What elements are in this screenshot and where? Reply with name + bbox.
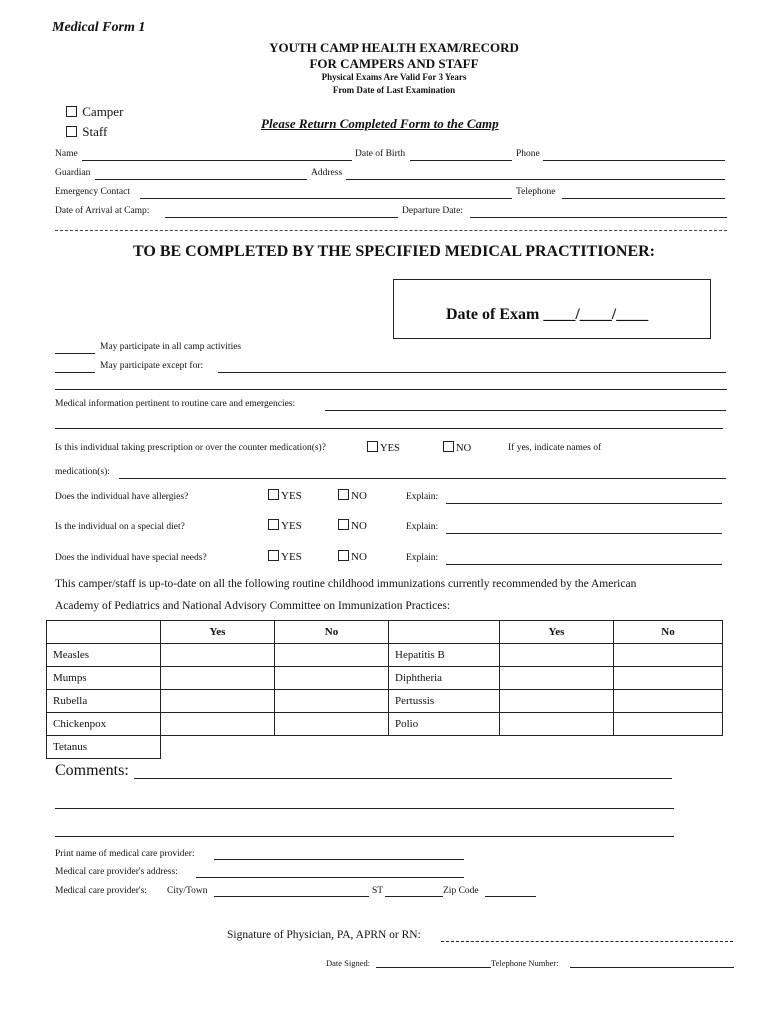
medication-no-option[interactable] (443, 441, 471, 454)
vaccine-no-cell[interactable] (614, 667, 723, 690)
vaccine-yes-cell[interactable] (161, 667, 275, 690)
participate-all-label: May participate in all camp activities (100, 342, 242, 352)
vaccine-no-cell[interactable] (614, 736, 723, 759)
special-needs-no-option[interactable] (338, 550, 367, 563)
vaccine-name: Hepatitis B (389, 644, 500, 667)
allergies-no-option[interactable] (338, 489, 367, 502)
staff-checkbox[interactable] (66, 126, 77, 137)
participate-except-blank[interactable] (55, 372, 95, 373)
table-row (47, 713, 723, 736)
diet-explain-label: Explain: (406, 522, 439, 532)
medical-info-label: Medical information pertinent to routine care and emergencies: (55, 399, 296, 409)
telephone-field[interactable] (562, 198, 725, 199)
special-needs-no-checkbox[interactable] (338, 550, 349, 561)
header-no-right: No (614, 621, 723, 644)
special-needs-explain-label: Explain: (406, 553, 439, 563)
phone-field[interactable] (543, 160, 725, 161)
vaccine-name: Measles (47, 644, 161, 667)
provider-state-field[interactable] (385, 896, 443, 897)
vaccine-name: Tetanus (47, 736, 161, 759)
header-blank-left (47, 621, 161, 644)
date-signed-label: Date Signed: (326, 958, 371, 968)
vaccine-name: Chickenpox (47, 713, 161, 736)
telephone-label: Telephone (516, 187, 556, 197)
departure-date-label: Departure Date: (402, 206, 463, 216)
emergency-contact-label: Emergency Contact (55, 187, 131, 197)
allergies-no-label: NO (351, 490, 367, 502)
signature-label: Signature of Physician, PA, APRN or RN: (227, 929, 421, 941)
participate-all-blank[interactable] (55, 353, 95, 354)
return-note: Please Return Completed Form to the Camp (261, 116, 499, 131)
camper-checkbox[interactable] (66, 106, 77, 117)
validity-note-line2: From Date of Last Examination (332, 85, 456, 95)
comments-field-2[interactable] (55, 808, 674, 809)
diet-question: Is the individual on a special diet? (55, 522, 185, 532)
diet-no-label: NO (351, 520, 367, 532)
medication-question: Is this individual taking prescription or over the counter medication(s)? (55, 443, 326, 453)
departure-date-field[interactable] (470, 217, 727, 218)
date-signed-field[interactable] (376, 967, 491, 968)
comments-field[interactable] (134, 778, 672, 779)
participate-except-field[interactable] (218, 372, 726, 373)
diet-no-option[interactable] (338, 519, 367, 532)
medical-info-field-2[interactable] (55, 428, 723, 429)
header-no-left: No (275, 621, 389, 644)
arrival-date-field[interactable] (165, 217, 398, 218)
diet-explain-field[interactable] (446, 533, 722, 534)
vaccine-name: Polio (389, 713, 500, 736)
vaccine-yes-cell[interactable] (500, 736, 614, 759)
medication-names-label: medication(s): (55, 467, 110, 477)
provider-address-label: Medical care provider's address: (55, 867, 178, 877)
dob-label: Date of Birth (355, 149, 406, 159)
participate-except-label: May participate except for: (100, 361, 204, 371)
immunization-table (46, 620, 723, 759)
vaccine-name: Pertussis (389, 690, 500, 713)
allergies-explain-field[interactable] (446, 503, 722, 504)
allergies-no-checkbox[interactable] (338, 489, 349, 500)
section-divider (55, 230, 727, 231)
vaccine-yes-cell[interactable] (161, 690, 275, 713)
participate-except-field-2[interactable] (55, 389, 727, 390)
camper-label: Camper (82, 104, 124, 119)
vaccine-yes-cell[interactable] (500, 667, 614, 690)
vaccine-yes-cell[interactable] (500, 690, 614, 713)
form-label: Medical Form 1 (52, 20, 146, 35)
header-yes-right: Yes (500, 621, 614, 644)
provider-state-label: ST (372, 886, 384, 896)
vaccine-name: Rubella (47, 690, 161, 713)
diet-no-checkbox[interactable] (338, 519, 349, 530)
guardian-field[interactable] (95, 179, 307, 180)
dob-field[interactable] (410, 160, 512, 161)
provider-city-label: City/Town (167, 886, 208, 896)
section-title: TO BE COMPLETED BY THE SPECIFIED MEDICAL PRACTITIONER: (132, 243, 655, 260)
header-blank-right (389, 621, 500, 644)
vaccine-name: Diphtheria (389, 667, 500, 690)
form-title-line1: YOUTH CAMP HEALTH EXAM/RECORD (269, 40, 519, 55)
immunization-header-row (47, 621, 723, 644)
vaccine-no-cell[interactable] (275, 667, 389, 690)
phone-label: Phone (516, 149, 540, 159)
special-needs-yes-option[interactable] (268, 550, 302, 563)
vaccine-yes-cell[interactable] (161, 644, 275, 667)
header-yes-left: Yes (161, 621, 275, 644)
allergies-yes-option[interactable] (268, 489, 302, 502)
form-title-line2: FOR CAMPERS AND STAFF (309, 56, 479, 71)
address-label: Address (311, 168, 343, 178)
table-row (47, 736, 723, 759)
vaccine-yes-cell[interactable] (161, 736, 275, 759)
validity-note-line1: Physical Exams Are Valid For 3 Years (321, 72, 467, 82)
immunization-statement-line2: Academy of Pediatrics and National Advisory Committee on Immunization Practices: (55, 600, 451, 612)
signature-telephone-label: Telephone Number: (491, 958, 559, 968)
provider-name-field[interactable] (214, 859, 464, 860)
staff-checkbox-row[interactable] (66, 124, 107, 140)
provider-city-prefix: Medical care provider's: (55, 886, 147, 896)
guardian-label: Guardian (55, 168, 91, 178)
provider-zip-label: Zip Code (443, 886, 479, 896)
special-needs-no-label: NO (351, 551, 367, 563)
comments-field-3[interactable] (55, 836, 674, 837)
medical-info-field[interactable] (325, 410, 726, 411)
allergies-question: Does the individual have allergies? (55, 492, 189, 502)
diet-yes-checkbox[interactable] (268, 519, 279, 530)
name-label: Name (55, 149, 78, 159)
name-field[interactable] (82, 160, 352, 161)
vaccine-yes-cell[interactable] (500, 644, 614, 667)
medication-names-field[interactable] (119, 478, 726, 479)
vaccine-no-cell[interactable] (614, 713, 723, 736)
provider-name-label: Print name of medical care provider: (55, 849, 195, 859)
medication-no-checkbox[interactable] (443, 441, 454, 452)
exam-date-box[interactable] (393, 279, 711, 339)
vaccine-no-cell[interactable] (275, 644, 389, 667)
vaccine-yes-cell[interactable] (500, 713, 614, 736)
vaccine-no-cell[interactable] (275, 713, 389, 736)
vaccine-name: Mumps (47, 667, 161, 690)
camper-checkbox-row[interactable] (66, 104, 123, 120)
comments-label: Comments: (55, 762, 129, 779)
staff-label: Staff (82, 124, 108, 139)
diet-yes-label: YES (281, 520, 302, 532)
arrival-date-label: Date of Arrival at Camp: (55, 206, 150, 216)
special-needs-question: Does the individual have special needs? (55, 553, 207, 563)
emergency-contact-field[interactable] (140, 198, 512, 199)
vaccine-no-cell[interactable] (275, 690, 389, 713)
vaccine-yes-cell[interactable] (161, 713, 275, 736)
medication-yes-option[interactable] (367, 441, 400, 454)
medication-hint: If yes, indicate names of (508, 443, 602, 453)
allergies-yes-label: YES (281, 490, 302, 502)
table-row (47, 667, 723, 690)
table-row (47, 644, 723, 667)
exam-date-label: Date of Exam ____/____/____ (446, 306, 649, 323)
vaccine-name (389, 736, 500, 759)
immunization-statement-line1: This camper/staff is up-to-date on all the following routine childhood immunizations currently recommended by the American (55, 578, 637, 590)
special-needs-explain-field[interactable] (446, 564, 722, 565)
medication-yes-checkbox[interactable] (367, 441, 378, 452)
vaccine-no-cell[interactable] (614, 644, 723, 667)
allergies-yes-checkbox[interactable] (268, 489, 279, 500)
allergies-explain-label: Explain: (406, 492, 439, 502)
vaccine-no-cell[interactable] (614, 690, 723, 713)
special-needs-yes-label: YES (281, 551, 302, 563)
special-needs-yes-checkbox[interactable] (268, 550, 279, 561)
provider-zip-field[interactable] (485, 896, 536, 897)
signature-field[interactable] (441, 941, 733, 942)
medication-no-label: NO (456, 443, 472, 454)
provider-city-field[interactable] (214, 896, 369, 897)
provider-address-field[interactable] (196, 877, 464, 878)
table-row (47, 690, 723, 713)
vaccine-no-cell[interactable] (275, 736, 389, 759)
address-field[interactable] (346, 179, 725, 180)
signature-telephone-field[interactable] (570, 967, 734, 968)
medication-yes-label: YES (380, 443, 400, 454)
diet-yes-option[interactable] (268, 519, 302, 532)
